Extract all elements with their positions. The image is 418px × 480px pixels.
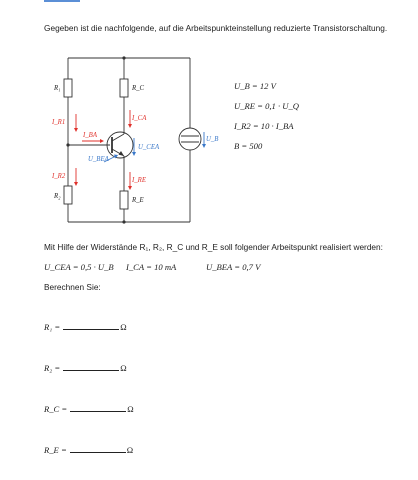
answer-r1-var: R₁ = [44, 322, 61, 332]
given-ub: U_B = 12 V [234, 81, 276, 91]
label-ub: U_B [206, 136, 219, 143]
label-iba: I_BA [83, 132, 97, 139]
operating-point-sentence: Mit Hilfe der Widerstände R₁, R₂, R_C und R_E soll folgender Arbeitspunkt realisiert werden: [44, 242, 383, 252]
label-ica: I_CA [132, 115, 147, 122]
operating-point-ubea: U_BEA = 0,7 V [206, 262, 261, 272]
calc-prompt: Berechnen Sie: [44, 282, 101, 292]
intro-text: Gegeben ist die nachfolgende, auf die Arbeitspunkteinstellung reduzierte Transistorschaltung. [44, 23, 388, 33]
answer-re [44, 445, 133, 455]
label-ir2: I_R2 [52, 173, 66, 180]
answer-rc-blank[interactable] [70, 404, 126, 412]
transistor-circuit-diagram [38, 50, 228, 230]
answer-r2-blank[interactable] [63, 363, 119, 371]
answer-r1 [44, 322, 127, 332]
resistor-rc [120, 79, 128, 97]
answer-r1-blank[interactable] [63, 322, 119, 330]
given-b: B = 500 [234, 141, 263, 151]
top-link-fragment [44, 0, 80, 2]
given-ure: U_RE = 0,1 · U_Q [234, 101, 299, 111]
answer-rc-var: R_C = [44, 404, 68, 414]
answer-r2-unit: Ω [120, 363, 127, 373]
answer-r2-var: R₂ = [44, 363, 61, 373]
answer-rc-unit: Ω [127, 404, 134, 414]
answer-rc [44, 404, 134, 414]
voltage-source-symbol [179, 128, 201, 150]
label-ucea: U_CEA [138, 144, 160, 151]
answer-re-var: R_E = [44, 445, 67, 455]
resistor-re [120, 191, 128, 209]
answer-re-blank[interactable] [70, 445, 126, 453]
label-r2: R₂ [54, 193, 61, 200]
label-rc: R_C [132, 85, 145, 92]
label-ir1: I_R1 [52, 119, 66, 126]
resistor-r1 [64, 79, 72, 97]
answer-r2 [44, 363, 127, 373]
resistor-r2 [64, 186, 72, 204]
operating-point-ucea: U_CEA = 0,5 · U_B [44, 262, 114, 272]
label-ubea: U_BEA [88, 156, 109, 163]
label-r1: R₁ [54, 85, 61, 92]
label-re: R_E [132, 197, 144, 204]
answer-re-unit: Ω [126, 445, 134, 455]
answer-r1-unit: Ω [120, 322, 127, 332]
label-ire: I_RE [132, 177, 146, 184]
operating-point-ica: I_CA = 10 mA [126, 262, 177, 272]
given-ir2: I_R2 = 10 · I_BA [234, 121, 294, 131]
npn-transistor-symbol [107, 132, 133, 158]
